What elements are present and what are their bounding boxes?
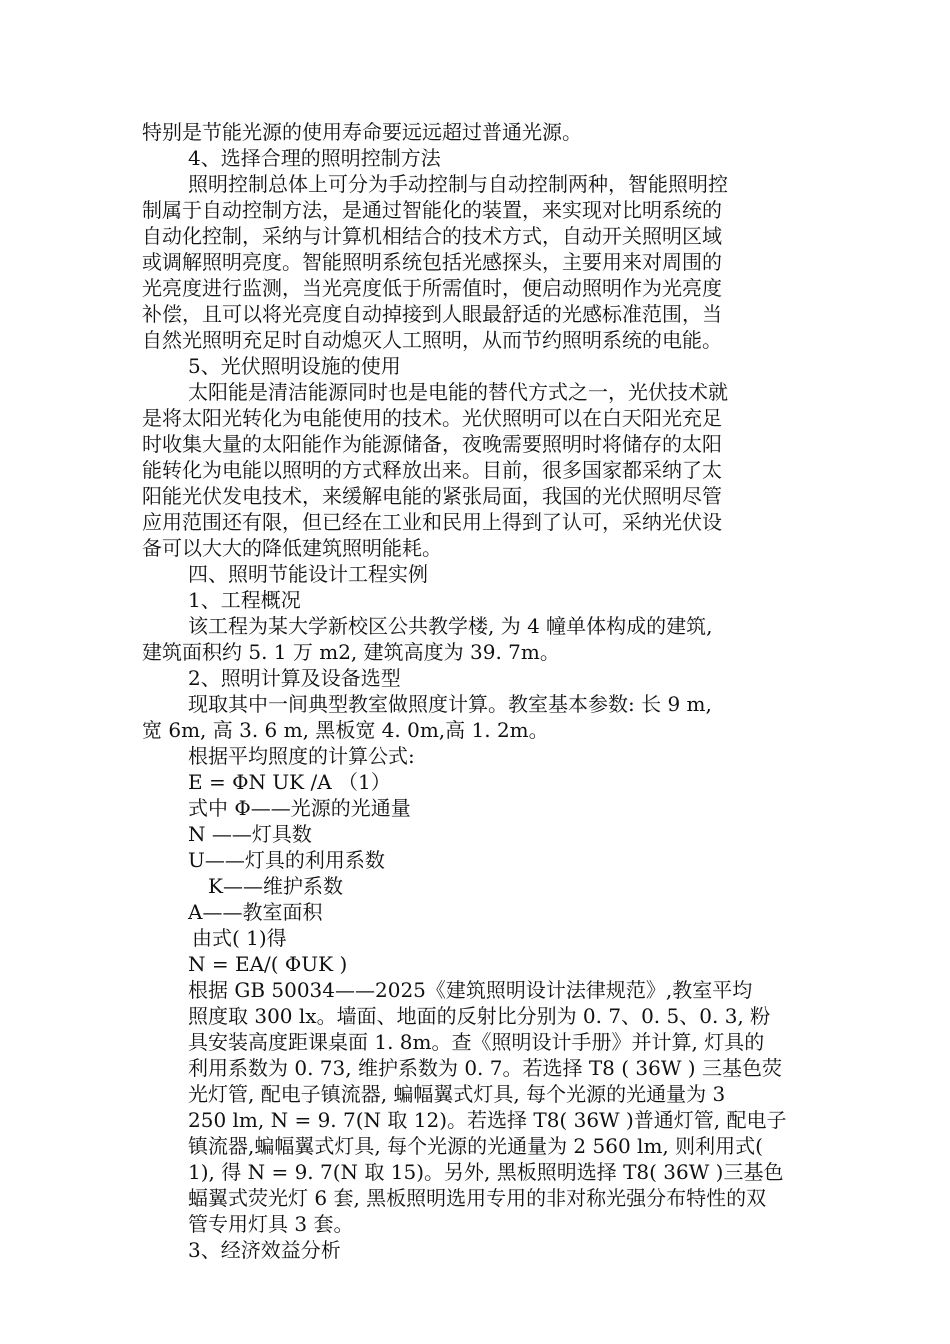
formula-legend: U——灯具的利用系数 <box>188 848 385 872</box>
text-line: 250 lm, N = 9. 7(N 取 12)。若选择 T8( 36W )普通灯管, 配电子 <box>188 1108 787 1132</box>
text-line: 太阳能是清洁能源同时也是电能的替代方式之一，光伏技术就 <box>188 380 728 404</box>
text-line: 现取其中一间典型教室做照度计算。教室基本参数: 长 9 m, <box>188 692 712 716</box>
text-line: 光亮度进行监测，当光亮度低于所需值时，便启动照明作为光亮度 <box>142 276 722 300</box>
text-line: 根据平均照度的计算公式: <box>188 744 415 768</box>
text-line: 照明控制总体上可分为手动控制与自动控制两种，智能照明控 <box>188 172 728 196</box>
text-line: 光灯管, 配电子镇流器, 蝙幅翼式灯具, 每个光源的光通量为 3 <box>188 1082 726 1106</box>
formula-legend: A——教室面积 <box>188 900 323 924</box>
formula-legend: N ——灯具数 <box>188 822 312 846</box>
text-line: 照度取 300 lx。墙面、地面的反射比分别为 0. 7、0. 5、0. 3, 粉 <box>188 1004 771 1028</box>
text-line: 镇流器,蝙幅翼式灯具, 每个光源的光通量为 2 560 lm, 则利用式( <box>188 1134 763 1158</box>
document-page <box>142 119 822 1263</box>
section-heading: 四、照明节能设计工程实例 <box>188 562 428 586</box>
text-line: 能转化为电能以照明的方式释放出来。目前，很多国家都采纳了太 <box>142 458 722 482</box>
text-line: 具安装高度距课桌面 1. 8m。查《照明设计手册》并计算, 灯具的 <box>188 1030 765 1054</box>
section-heading: 4、选择合理的照明控制方法 <box>188 146 441 170</box>
section-heading: 5、光伏照明设施的使用 <box>188 354 401 378</box>
text-line: 建筑面积约 5. 1 万 m2, 建筑高度为 39. 7m。 <box>142 640 560 664</box>
section-heading: 1、工程概况 <box>188 588 301 612</box>
text-line: 管专用灯具 3 套。 <box>188 1212 354 1236</box>
text-line: 是将太阳光转化为电能使用的技术。光伏照明可以在白天阳光充足 <box>142 406 722 430</box>
text-line: 1), 得 N = 9. 7(N 取 15)。另外, 黑板照明选择 T8( 36W )三基色 <box>188 1160 784 1184</box>
text-line: 蝠翼式荧光灯 6 套, 黑板照明选用专用的非对称光强分布特性的双 <box>188 1186 767 1210</box>
text-line: 或调解照明亮度。智能照明系统包括光感探头，主要用来对周围的 <box>142 250 722 274</box>
text-line: 该工程为某大学新校区公共教学楼, 为 4 幢单体构成的建筑, <box>188 614 713 638</box>
text-line: 利用系数为 0. 73, 维护系数为 0. 7。若选择 T8 ( 36W ) 三基色荧 <box>188 1056 782 1080</box>
text-line: 制属于自动控制方法，是通过智能化的装置，来实现对比明系统的 <box>142 198 722 222</box>
formula-legend: K——维护系数 <box>208 874 343 898</box>
formula-line: E = ΦN UK /A （1） <box>188 770 391 794</box>
text-line: 备可以大大的降低建筑照明能耗。 <box>142 536 442 560</box>
text-line: 宽 6m, 高 3. 6 m, 黑板宽 4. 0m,高 1. 2m。 <box>142 718 549 742</box>
text-line: 自动化控制，采纳与计算机相结合的技术方式，自动开关照明区域 <box>142 224 722 248</box>
formula-line: N = EA/( ΦUK ) <box>188 952 348 976</box>
text-line: 根据 GB 50034——2025《建筑照明设计法律规范》,教室平均 <box>188 978 753 1002</box>
section-heading: 3、经济效益分析 <box>188 1238 341 1262</box>
text-line: 特别是节能光源的使用寿命要远远超过普通光源。 <box>142 120 582 144</box>
text-line: 时收集大量的太阳能作为能源储备，夜晚需要照明时将储存的太阳 <box>142 432 722 456</box>
text-line: 阳能光伏发电技术，来缓解电能的紧张局面，我国的光伏照明尽管 <box>142 484 722 508</box>
section-heading: 2、照明计算及设备选型 <box>188 666 401 690</box>
text-line: 自然光照明充足时自动熄灭人工照明，从而节约照明系统的电能。 <box>142 328 722 352</box>
text-line: 由式( 1)得 <box>192 926 287 950</box>
formula-legend: 式中 Φ——光源的光通量 <box>188 796 411 820</box>
text-line: 应用范围还有限，但已经在工业和民用上得到了认可，采纳光伏设 <box>142 510 722 534</box>
text-line: 补偿，且可以将光亮度自动掉接到人眼最舒适的光感标准范围，当 <box>142 302 722 326</box>
